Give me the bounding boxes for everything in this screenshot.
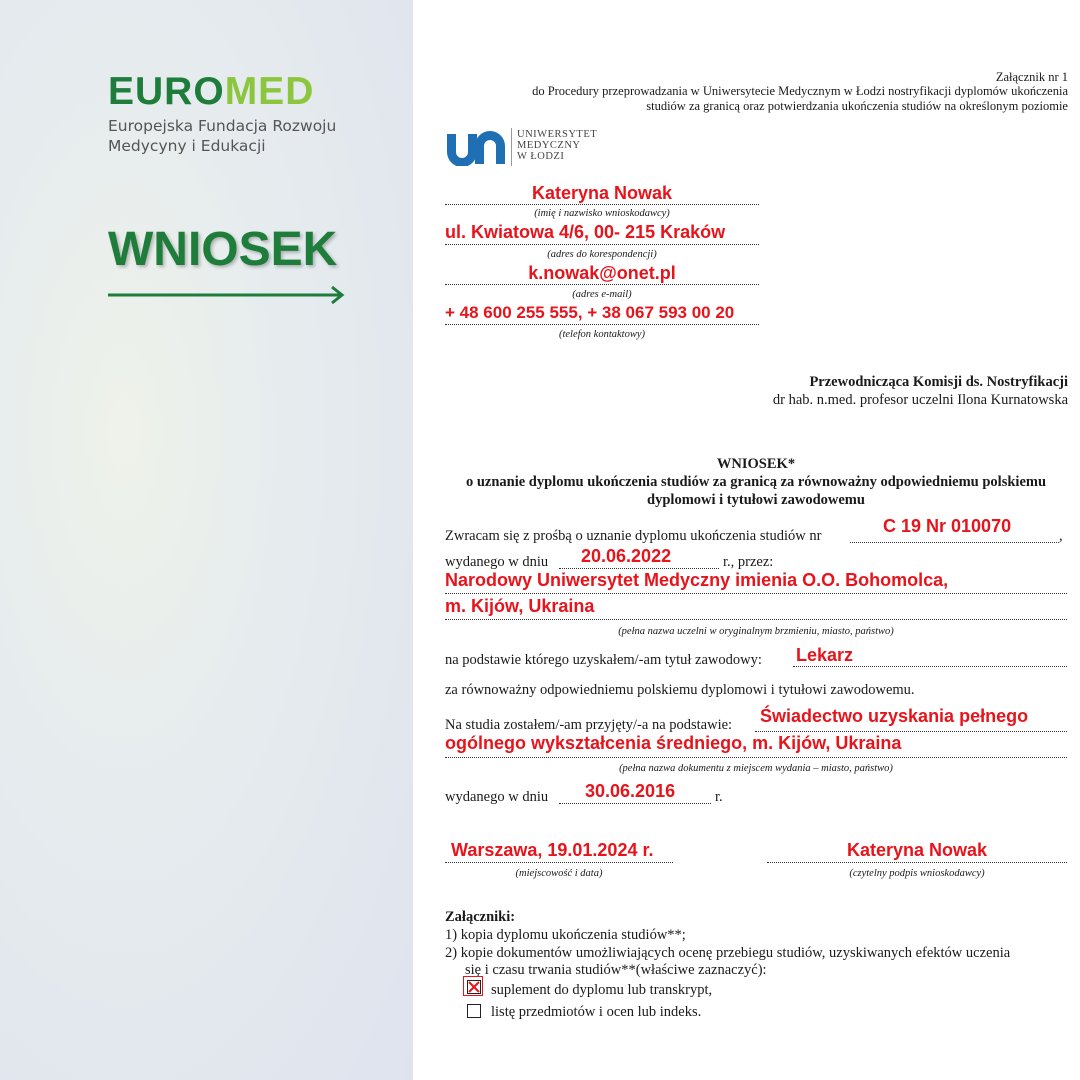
dotted-line [559,568,719,569]
admission-caption: (pełna nazwa dokumentu z miejscem wydania – miasto, państwo) [619,763,893,774]
dotted-line [755,731,1067,732]
issued-text: wydanego w dniu [445,554,549,570]
option-supplement-label: suplement do dyplomu lub transkrypt, [491,982,713,998]
dotted-line [445,244,759,245]
panel-title: WNIOSEK [108,223,338,276]
issued-suffix: r., przez: [723,554,774,570]
applicant-email-caption: (adres e-mail) [572,289,632,300]
checkbox-subject-list[interactable] [467,1004,481,1018]
dotted-line [445,757,1067,758]
document-page [413,0,1080,1080]
issued-date: 20.06.2022 [581,546,672,566]
applicant-address: ul. Kwiatowa 4/6, 00- 215 Kraków [445,222,726,242]
foundation-line-2: Medycyny i Edukacji [108,137,266,155]
header-line-3: studiów za granicą oraz potwierdzania ukończenia studiów na określonym poziomie [646,99,1068,113]
admission-issued-suffix: r. [715,789,723,805]
um-logo-icon [447,130,505,166]
dotted-line [445,324,759,325]
place-date-caption: (miejscowość i data) [515,868,603,879]
dotted-line [445,619,1067,620]
diploma-number: C 19 Nr 010070 [883,516,1012,536]
dotted-line [559,803,711,804]
university-line-1: UNIWERSYTET [517,129,598,140]
applicant-name: Kateryna Nowak [531,183,673,203]
applicant-name-caption: (imię i nazwisko wnioskodawcy) [534,208,670,219]
addressee-line-2: dr hab. n.med. profesor uczelni Ilona Kurnatowska [772,392,1068,408]
university-logo [447,128,607,166]
signature: Kateryna Nowak [846,840,988,860]
foundation-name [108,116,336,156]
arrow-right-icon [108,284,348,306]
university-line-3: W ŁODZI [517,151,565,162]
attachment-item-1: 1) kopia dyplomu ukończenia studiów**; [445,927,686,943]
dotted-line [445,284,759,285]
signature-caption: (czytelny podpis wnioskodawcy) [849,868,985,879]
admission-issued-text: wydanego w dniu [445,789,549,805]
admission-text: Na studia zostałem/-am przyjęty/-a na podstawie: [445,717,733,733]
applicant-phone: + 48 600 255 555, + 38 067 593 00 20 [445,303,735,322]
foundation-line-1: Europejska Fundacja Rozwoju [108,117,337,135]
logo-med: MED [224,70,315,113]
option-subject-list-label: listę przedmiotów i ocen lub indeks. [491,1004,702,1020]
dotted-line [445,204,759,205]
admission-document-1: Świadectwo uzyskania pełnego [760,706,1029,726]
professional-title: Lekarz [796,645,854,665]
applicant-phone-caption: (telefon kontaktowy) [558,329,645,340]
university-full-name-2: m. Kijów, Ukraina [445,596,595,616]
checkbox-highlight [463,976,483,996]
dotted-line [850,542,1059,543]
logo-divider [511,128,512,166]
header-line-2: do Procedury przeprowadzania w Uniwersytecie Medycznym w Łodzi nostryfikacji dyplomów ukończenia [532,84,1068,98]
university-line-2: MEDYCZNY [517,140,581,151]
applicant-email: k.nowak@onet.pl [528,263,676,283]
equivalence-text: za równoważny odpowiedniemu polskiemu dyplomowi i tytułowi zawodowemu. [445,682,915,698]
applicant-address-caption: (adres do korespondencji) [547,249,657,260]
attachments-heading: Załączniki: [445,909,516,925]
university-full-name-1: Narodowy Uniwersytet Medyczny imienia O.O. Bohomolca, [445,570,949,590]
form-subtitle-2: dyplomowi i tytułowi zawodowemu [647,492,865,508]
university-name [517,129,597,162]
request-text: Zwracam się z prośbą o uznanie dyplomu ukończenia studiów nr [445,528,822,544]
university-caption: (pełna nazwa uczelni w oryginalnym brzmieniu, miasto, państwo) [618,626,894,637]
place-and-date: Warszawa, 19.01.2024 r. [451,840,654,860]
form-title: WNIOSEK* [716,456,796,472]
request-comma: , [1059,528,1063,544]
title-text: na podstawie którego uzyskałem/-am tytuł zawodowy: [445,652,762,668]
attachment-item-2: 2) kopie dokumentów umożliwiających ocenę przebiegu studiów, uzyskiwanych efektów uczenia [445,945,1011,961]
dotted-line [793,666,1067,667]
form-subtitle-1: o uznanie dyplomu ukończenia studiów za granicą za równoważny odpowiedniemu polskiemu [465,474,1047,490]
euromed-logo [108,72,314,111]
left-panel [0,0,413,1080]
header-annex: Załącznik nr 1 [995,70,1068,84]
logo-euro: EURO [108,70,225,113]
dotted-line [445,593,1067,594]
attachment-item-2-cont: się i czasu trwania studiów**(właściwe zaznaczyć): [465,962,767,978]
addressee-line-1: Przewodnicząca Komisji ds. Nostryfikacji [809,374,1068,390]
admission-document-2: ogólnego wykształcenia średniego, m. Kijów, Ukraina [445,733,902,753]
dotted-line [767,862,1067,863]
dotted-line [445,862,673,863]
admission-issued-date: 30.06.2016 [585,781,676,801]
